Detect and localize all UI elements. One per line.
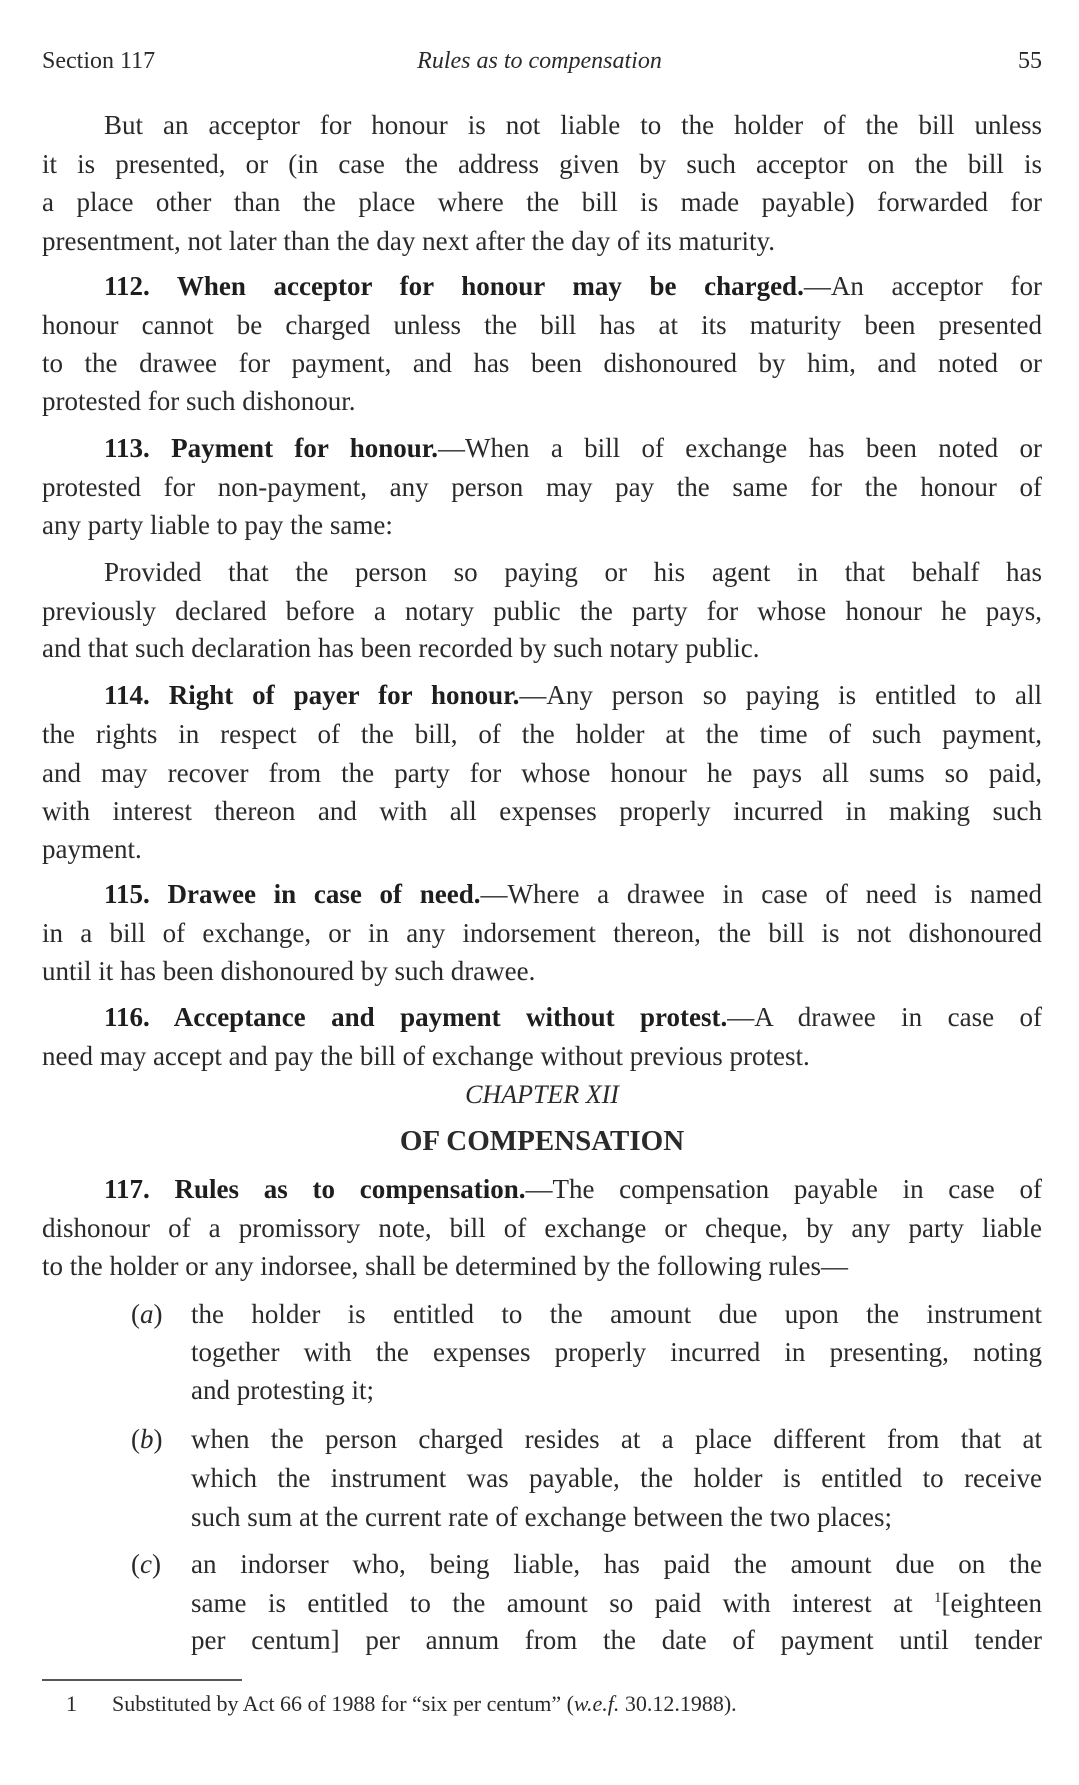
paragraph-line: a place other than the place where the bill is made payable) forwarded for (42, 187, 1042, 217)
list-item-letter: c (140, 1549, 152, 1579)
paragraph-line: payment. (42, 834, 142, 864)
paragraph-line: in a bill of exchange, or in any indorsement thereon, the bill is not dishonoured (42, 918, 1042, 948)
paragraph-line (104, 432, 1042, 464)
paragraph-line: the rights in respect of the bill, of the holder at the time of such payment, (42, 719, 1042, 749)
paragraph-line: dishonour of a promissory note, bill of exchange or cheque, by any party liable (42, 1213, 1042, 1243)
footnote-text-part: Substituted by Act 66 of 1988 for “six per centum” ( (112, 1691, 574, 1716)
running-header-title: Rules as to compensation (417, 48, 662, 74)
paragraph-line: with interest thereon and with all expenses properly incurred in making such (42, 796, 1042, 826)
footnote-text (112, 1690, 737, 1718)
list-item-label: (a) (131, 1299, 163, 1329)
chapter-label: CHAPTER XII (465, 1080, 619, 1109)
paragraph-line: and that such declaration has been recorded by such notary public. (42, 633, 760, 663)
paragraph-line: any party liable to pay the same: (42, 510, 393, 540)
paragraph-line (104, 878, 1042, 910)
paragraph-text: same is entitled to the amount so paid with interest at (191, 1588, 935, 1618)
paragraph-text: —Where a drawee in case of need is named (480, 879, 1042, 909)
paragraph-line: Provided that the person so paying or his agent in that behalf has (104, 557, 1042, 587)
section-heading: 117. Rules as to compensation. (104, 1174, 526, 1204)
list-item-line: which the instrument was payable, the holder is entitled to receive (191, 1463, 1042, 1493)
list-item-line (191, 1587, 1042, 1619)
paragraph-line: need may accept and pay the bill of exchange without previous protest. (42, 1041, 810, 1071)
running-header-section: Section 117 (42, 48, 156, 74)
footnote-number: 1 (66, 1691, 77, 1716)
list-item-line: such sum at the current rate of exchange between the two places; (191, 1502, 892, 1532)
footnote-italic: w.e.f. (573, 1691, 620, 1716)
section-heading: 116. Acceptance and payment without protest. (104, 1002, 728, 1032)
footnote-reference: 1 (934, 1590, 942, 1606)
paragraph-line: until it has been dishonoured by such drawee. (42, 956, 536, 986)
paragraph-text: —When a bill of exchange has been noted or (438, 433, 1042, 463)
paragraph-text: —The compensation payable in case of (525, 1174, 1042, 1204)
section-heading: 114. Right of payer for honour. (104, 680, 520, 710)
page-number: 55 (1018, 48, 1042, 74)
list-item-label: (b) (131, 1424, 163, 1454)
paragraph-line (104, 1001, 1042, 1033)
list-item-letter: a (140, 1299, 154, 1329)
list-item-letter: b (140, 1424, 154, 1454)
section-heading: 115. Drawee in case of need. (104, 879, 481, 909)
paragraph-line: protested for such dishonour. (42, 386, 356, 416)
chapter-title: OF COMPENSATION (399, 1125, 685, 1157)
paragraph-text: [eighteen (941, 1588, 1042, 1618)
footnote-divider (42, 1679, 242, 1681)
paragraph-line (104, 270, 1042, 302)
paragraph-line: But an acceptor for honour is not liable to the holder of the bill unless (104, 110, 1042, 140)
paragraph-line: presentment, not later than the day next after the day of its maturity. (42, 226, 776, 256)
list-item-label: (c) (131, 1549, 161, 1579)
paragraph-line (104, 679, 1042, 711)
paragraph-line (104, 1173, 1042, 1205)
list-item-line: per centum] per annum from the date of payment until tender (191, 1625, 1042, 1655)
paragraph-line: to the drawee for payment, and has been dishonoured by him, and noted or (42, 348, 1042, 378)
paragraph-line: honour cannot be charged unless the bill has at its maturity been presented (42, 310, 1042, 340)
paragraph-line: protested for non-payment, any person may pay the same for the honour of (42, 472, 1042, 502)
section-heading: 113. Payment for honour. (104, 433, 439, 463)
list-item-line: and protesting it; (191, 1375, 374, 1405)
paragraph-line: to the holder or any indorsee, shall be determined by the following rules— (42, 1251, 849, 1281)
paragraph-line: previously declared before a notary public the party for whose honour he pays, (42, 596, 1042, 626)
paragraph-line: it is presented, or (in case the address given by such acceptor on the bill is (42, 149, 1042, 179)
paragraph-text: —Any person so paying is entitled to all (519, 680, 1042, 710)
list-item-line: an indorser who, being liable, has paid the amount due on the (191, 1549, 1042, 1579)
list-item-line: together with the expenses properly incurred in presenting, noting (191, 1337, 1042, 1367)
section-heading: 112. When acceptor for honour may be charged. (104, 271, 804, 301)
footnote-text-part: 30.12.1988). (619, 1691, 737, 1716)
list-item-line: when the person charged resides at a place different from that at (191, 1424, 1042, 1454)
paragraph-text: —An acceptor for (803, 271, 1042, 301)
paragraph-text: —A drawee in case of (727, 1002, 1043, 1032)
paragraph-line: and may recover from the party for whose honour he pays all sums so paid, (42, 758, 1042, 788)
list-item-line: the holder is entitled to the amount due upon the instrument (191, 1299, 1042, 1329)
